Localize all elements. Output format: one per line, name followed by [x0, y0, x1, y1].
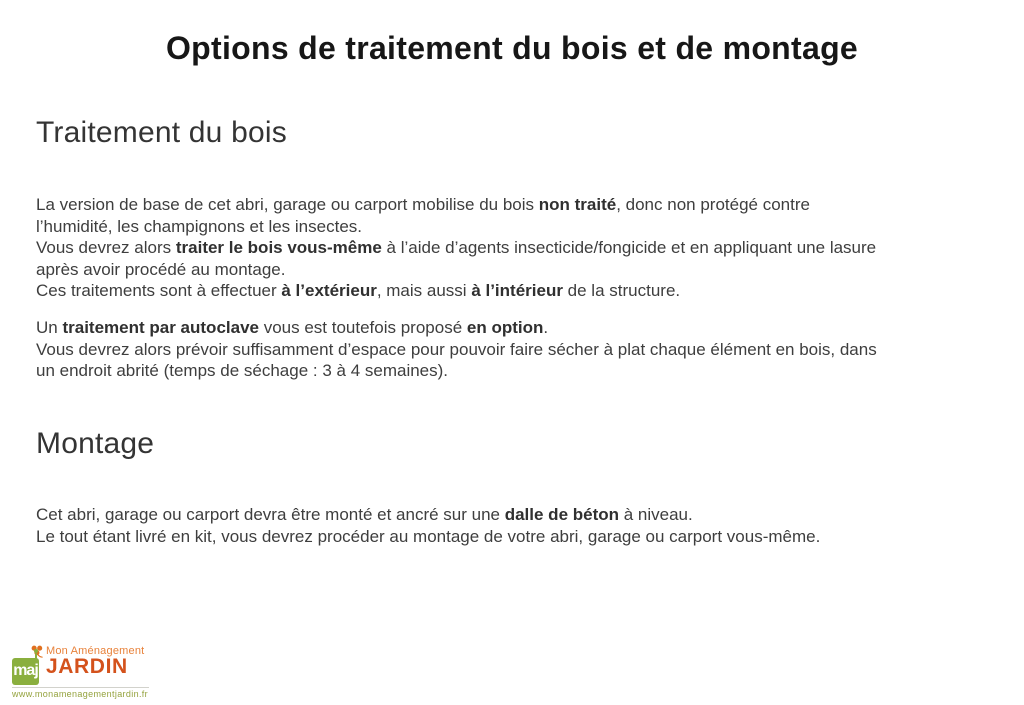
bold-text: à l’intérieur [471, 281, 563, 301]
page-title: Options de traitement du bois et de montage [165, 30, 859, 66]
text-segment: Vous devrez alors [36, 238, 176, 258]
text-segment: à l’aide d’agents insecticide/fongicide et en appliquant une lasure [381, 238, 877, 258]
text-segment: un endroit abrité (temps de séchage : 3 à 4 semaines). [36, 361, 449, 381]
paragraph-traitement-2 [36, 317, 877, 382]
text-segment: . [543, 318, 549, 337]
text-line [36, 259, 876, 281]
bold-text: dalle de béton [504, 505, 620, 524]
text-line [36, 280, 876, 302]
logo-divider [12, 687, 149, 688]
text-line [36, 194, 876, 216]
text-line [36, 317, 877, 339]
text-segment: , donc non protégé contre [616, 195, 810, 214]
brand-top-label: Mon Aménagement [46, 645, 145, 657]
brand-name-label: JARDIN [46, 655, 128, 678]
text-segment: Le tout étant livré en kit, vous devrez procéder au montage de votre abri, garage ou carport vous-même. [36, 526, 821, 546]
site-url: www.monamenagementjardin.fr [12, 689, 149, 699]
text-line [36, 216, 876, 238]
paragraph-traitement-1 [36, 194, 876, 302]
bold-text: non traité [538, 195, 617, 214]
monogram-badge: maj [12, 658, 39, 685]
text-segment: Cet abri, garage ou carport devra être monté et ancré sur une [36, 505, 505, 524]
bold-text: à l’extérieur [281, 281, 377, 301]
bold-text: en option [466, 318, 544, 337]
text-segment: , mais aussi [376, 281, 472, 301]
text-segment: Vous devrez alors prévoir suffisamment d’espace pour pouvoir faire sécher à plat chaque élément en bois, dans [36, 339, 877, 359]
text-segment: Un [36, 318, 63, 337]
text-line [36, 526, 820, 548]
text-segment: Ces traitements sont à effectuer [36, 281, 282, 301]
text-segment: après avoir procédé au montage. [36, 259, 286, 279]
text-segment: de la structure. [562, 281, 681, 301]
text-line [36, 360, 877, 382]
paragraph-montage-1 [36, 504, 820, 547]
text-segment: à niveau. [619, 505, 693, 524]
text-line [36, 339, 877, 361]
section-heading-traitement: Traitement du bois [36, 116, 287, 149]
text-segment: vous est toutefois proposé [258, 318, 467, 337]
bold-text: traitement par autoclave [62, 318, 259, 337]
brand-logo [12, 643, 152, 699]
bold-text: traiter le bois vous-même [175, 238, 382, 258]
section-heading-montage: Montage [36, 427, 155, 460]
text-segment: La version de base de cet abri, garage ou carport mobilise du bois [36, 195, 539, 214]
text-line [36, 237, 876, 259]
text-line [36, 504, 820, 526]
text-segment: l’humidité, les champignons et les insectes. [36, 216, 362, 236]
